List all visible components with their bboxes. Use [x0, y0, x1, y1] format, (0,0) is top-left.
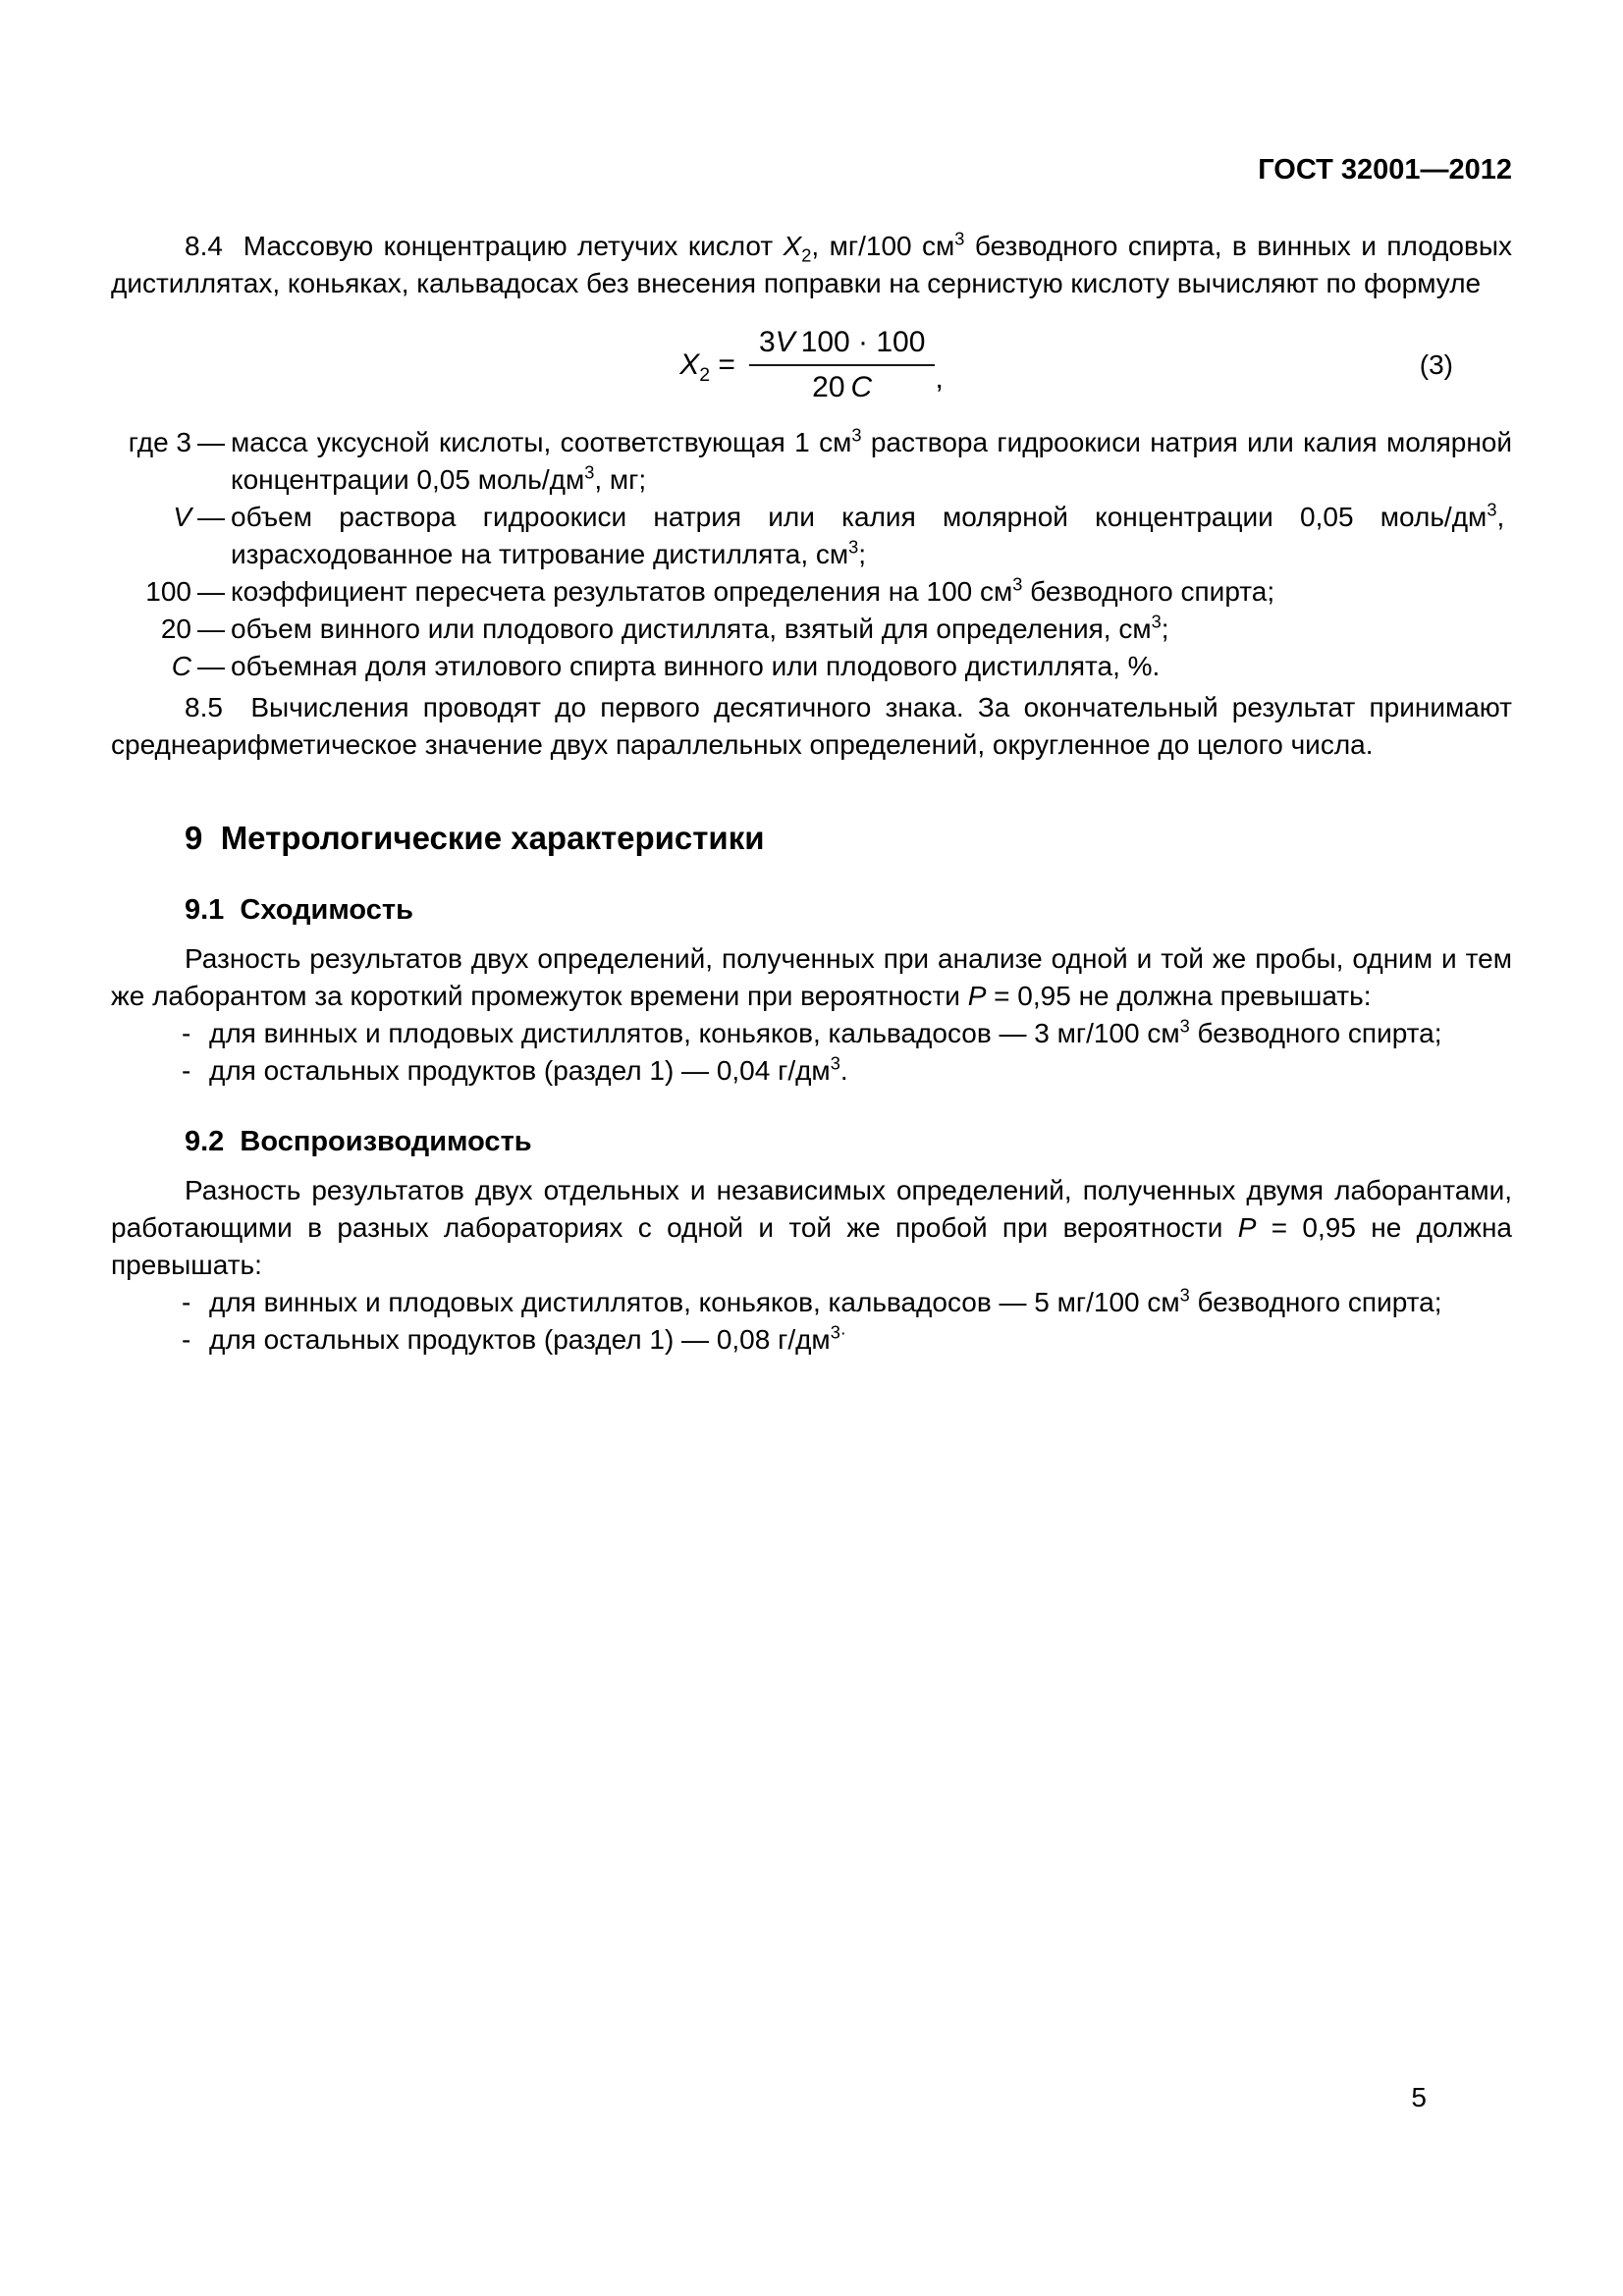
section-9-heading: 9 Метрологические характеристики: [185, 820, 765, 856]
para-9-1: Разность результатов двух определений, полученных при анализе одной и той же пробы, одним и тем же лаборантом за короткий промежуток времени при вероятности P = 0,95 не должна превышать:: [111, 943, 1512, 1011]
page-number: 5: [1411, 2082, 1427, 2112]
equation-number: (3): [1419, 349, 1453, 380]
definition-row: [111, 424, 1512, 499]
section-9-2-heading: 9.2 Воспроизводимость: [185, 1126, 532, 1157]
definition-term: где 3: [128, 427, 191, 457]
doc-header: [111, 155, 1512, 185]
formula-3-expression: [679, 326, 944, 404]
definition-term: 100: [145, 576, 191, 607]
definition-dash: —: [197, 502, 225, 532]
definition-term: V: [173, 502, 191, 532]
formula-comma: ,: [935, 362, 944, 395]
definition-text: объем раствора гидроокиси натрия или калия молярной концентрации 0,05 моль/$дм^3$, израсходованное на титрование дистиллята, $см^3$;: [231, 500, 1512, 569]
list-item-marker: -: [182, 1287, 191, 1317]
list-item-marker: -: [182, 1018, 191, 1048]
formula-denominator: 20 C: [812, 371, 873, 403]
list-item-text: для остальных продуктов (раздел 1) — 0,04 $г/дм^3$.: [209, 1053, 848, 1086]
list-9-2: [111, 1284, 1512, 1359]
definition-text: объемная доля этилового спирта винного или плодового дистиллята, %.: [231, 651, 1161, 681]
list-9-1: [111, 1015, 1512, 1090]
definition-row: [111, 499, 1512, 573]
formula-numerator: 3V 100 · 100: [749, 326, 935, 366]
definition-text: объем винного или плодового дистиллята, взятый для определения, $см^3$;: [231, 612, 1169, 644]
doc-code: ГОСТ 32001—2012: [1258, 154, 1512, 186]
list-item: [182, 1052, 1512, 1090]
list-item: [182, 1321, 1512, 1359]
definition-dash: —: [197, 651, 225, 681]
formula-lhs: $X_2$ =: [679, 348, 735, 386]
definition-text: масса уксусной кислоты, соответствующая 1 $см^3$ раствора гидроокиси натрия или калия молярной концентрации 0,05 моль/$дм^3$, мг;: [231, 425, 1512, 495]
definition-term: 20: [160, 614, 191, 644]
definition-row: [111, 648, 1512, 685]
list-item-marker: -: [182, 1055, 191, 1086]
list-item-marker: -: [182, 1324, 191, 1355]
definition-term: C: [171, 651, 191, 681]
section-9-1-heading: 9.1 Сходимость: [185, 894, 413, 926]
definition-dash: —: [197, 614, 225, 644]
para-8-4: 8.4 Массовую концентрацию летучих кислот $X_2$, мг/100 $см^3$ безводного спирта, в винных и плодовых дистиллятах, коньяках, кальвадосах без внесения поправки на сернистую кислоту вычисляют по формуле: [111, 229, 1513, 298]
definition-dash: —: [197, 427, 225, 457]
list-item-text: для винных и плодовых дистиллятов, коньяков, кальвадосов — 5 мг/100 $см^3$ безводного спирта;: [209, 1285, 1442, 1317]
list-item-text: для остальных продуктов (раздел 1) — 0,08 $г/дм^{3\cdot}$: [209, 1322, 846, 1355]
para-8-5: 8.5 Вычисления проводят до первого десятичного знака. За окончательный результат принимают среднеарифметическое значение двух параллельных определений, округленное до целого числа.: [111, 692, 1512, 760]
definition-text: коэффициент пересчета результатов определения на 100 $см^3$ безводного спирта;: [231, 574, 1275, 607]
list-item: [182, 1015, 1512, 1052]
formula-fraction: [749, 326, 935, 404]
definition-row: [111, 611, 1512, 648]
formula-3-row: [111, 320, 1512, 410]
definition-row: [111, 573, 1512, 611]
list-item: [182, 1284, 1512, 1321]
definition-dash: —: [197, 576, 225, 607]
list-item-text: для винных и плодовых дистиллятов, коньяков, кальвадосов — 3 мг/100 $см^3$ безводного спирта;: [209, 1016, 1442, 1048]
where-definitions-list: [111, 424, 1512, 685]
para-9-2: Разность результатов двух отдельных и независимых определений, полученных двумя лаборантами, работающими в разных лабораториях с одной и той же пробой при вероятности P = 0,95 не должна превышать:: [111, 1175, 1513, 1280]
